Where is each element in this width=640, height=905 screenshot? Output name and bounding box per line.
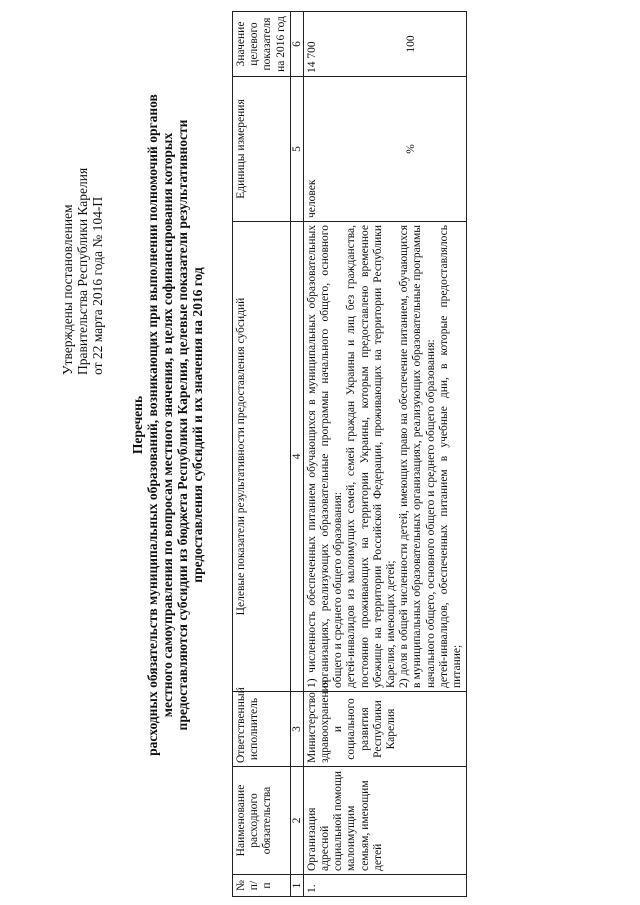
value-label: 14 700 — [305, 41, 318, 73]
column-number: 5 — [290, 77, 303, 222]
value-label: 100 — [405, 35, 418, 53]
approval-line: Утверждены постановлением — [60, 204, 75, 375]
title-line: предоставления субсидий и их значения на 2016 год — [190, 267, 205, 583]
header-executor: Ответственный исполнитель — [233, 692, 291, 767]
title-line: местного самоуправления по вопросам местного значения, в целях софинансирования которых — [160, 132, 175, 718]
approval-date-line: от 22 марта 2016 года № 104-П — [90, 196, 105, 375]
indicator-text: 1) численность обеспеченных питанием обучающихся в муниципальных образовательных организациях, реализующих образовательные программы начального общего, основного общего и среднего общего образования: — [305, 225, 345, 688]
column-number: 3 — [290, 692, 303, 767]
obligation-cell: Организация адресной социальной помощи малоимущим семьям, имеющим детей — [303, 767, 466, 875]
column-number: 4 — [290, 222, 303, 692]
title-line: предоставляются субсидии из бюджета Республики Карелия, целевые показатели результативности — [175, 119, 190, 731]
indicator-text: 2) доля в общей численности детей, имеющих право на обеспечение питанием, обучающихся в муниципальных образовательных организациях, реализующих образовательные программы начального общего, основного общего и среднего общего образования: — [398, 225, 437, 688]
approval-line: Правительства Республики Карелия — [75, 167, 90, 375]
indicator-text: детей-инвалидов из малоимущих семей, семей граждан Украины и лиц без гражданства, постоянно проживающих на территории Украины, которым предоставлено временное убежище на территории Российской Федерации, проживающих на территории Республики Карелия, имеющих детей; — [345, 225, 398, 688]
obligations-table — [232, 11, 467, 897]
values-cell — [303, 12, 466, 77]
table-row — [303, 12, 466, 897]
header-units: Единицы измерения — [233, 77, 291, 222]
header-value: Значение целевого показателя на 2016 год — [233, 12, 291, 77]
title-line: расходных обязательств муниципальных образований, возникающих при выполнении полномочий органов — [145, 94, 160, 756]
document-title — [130, 0, 205, 865]
table-header-row — [233, 12, 291, 897]
header-indicators: Целевые показатели результативности предоставления субсидий — [233, 222, 291, 692]
indicators-cell — [303, 222, 466, 692]
column-number: 1 — [290, 875, 303, 897]
title-heading: Перечень — [130, 395, 145, 455]
executor-cell: Министерство здравоохранения и социального развития Республики Карелия — [303, 692, 466, 767]
column-number: 6 — [290, 12, 303, 77]
indicator-text: детей-инвалидов, обеспеченных питанием в учебные дни, в которые предоставлялось питание; — [437, 225, 464, 688]
header-obligation: Наименование расходного обязательства — [233, 767, 291, 875]
column-number-row — [290, 12, 303, 897]
column-number: 2 — [290, 767, 303, 875]
row-number: 1. — [303, 875, 466, 897]
units-cell — [303, 77, 466, 222]
unit-label: человек — [305, 179, 318, 218]
header-number: № п/п — [233, 875, 291, 897]
unit-label: % — [405, 144, 418, 154]
approval-block — [60, 168, 105, 375]
